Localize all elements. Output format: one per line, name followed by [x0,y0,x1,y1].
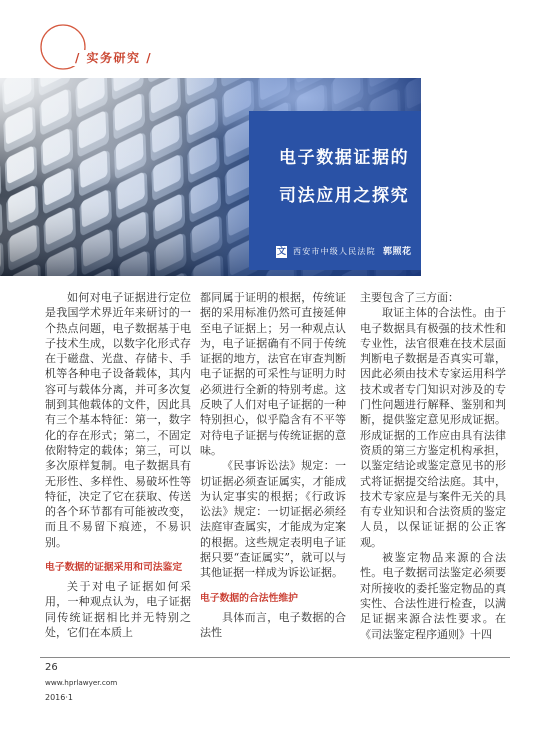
body-paragraph: 主要包含了三方面： [360,291,459,304]
body-paragraph: 具体而言，电子数据的合法性 [200,610,346,639]
article-title-line-1: 电子数据证据的 [279,148,410,168]
section-heading: 电子数据的合法性维护 [200,592,298,604]
page-number: 26 [45,662,58,673]
article-title-line-2: 司法应用之探究 [279,186,410,206]
body-paragraph: 《民事诉讼法》规定：一切证据必须查证属实，才能成为认定事实的根据；《行政诉讼法》规定：一切证据必须经法庭审查属实，才能成为定案的根据。这些规定表明电子证据只要“查证属实”，就可以与其他证据一样成为诉讼证据。 [200,459,346,580]
body-paragraph: 如何对电子证据进行定位是我国学术界近年来研讨的一个热点问题，电子数据基于电子技术生成，以数字化形式存在于磁盘、光盘、存储卡、手机等各种电子设备载体，其内容可与载体分离，并可多次复制到其他载体的文件，因此具有三个基本特征：第一，数字化的存在形式；第二，不固定依附特定的载体；第三，可以多次原样复制。电子数据具有无形性、多样性、易破坏性等特征，决定了它在获取、传送的各个环节都有可能被改变，而且不易留下痕迹，不易识别。 [45,291,191,549]
byline-author: 郭照花 [383,247,412,257]
body-paragraph: 被鉴定物品来源的合法性。电子数据司法鉴定必须要对所接收的委托鉴定物品的真实性、合法性进行检查，以满足证据来源合法性要求。在《司法鉴定程序通则》十四 [360,551,506,641]
footer-rule [40,657,510,658]
title-panel [249,111,421,270]
article-column-3 [360,290,506,642]
section-heading: 电子数据的证据采用和司法鉴定 [45,562,183,574]
body-paragraph: 取证主体的合法性。由于电子数据具有极强的技术性和专业性，法官很难在技术层面判断电子数据是否真实可靠，因此必须由技术专家运用科学技术或者专门知识对涉及的专门性问题进行解释、鉴别和判断，提供鉴定意见形成证据。形成证据的工作应由具有法律资质的第三方鉴定机构承担，以鉴定结论或鉴定意见书的形式将证据提交给法庭。其中，技术专家应是与案件无关的具有专业知识和合法资质的鉴定人员，以保证证据的公正客观。 [360,306,506,549]
byline-prefix: 文 [276,247,286,257]
article-column-1 [45,290,191,640]
body-paragraph: 都同属于证明的根据，传统证据的采用标准仍然可直接延伸至电子证据上；另一种观点认为，电子证据确有不同于传统证据的地方，法官在审查判断电子证据的可采性与证明力时必须进行全新的特别考虑。这反映了人们对电子证据的一种特别担心，似乎隐含有不平等对待电子证据与传统证据的意味。 [200,291,346,457]
body-paragraph: 关于对电子证据如何采用，一种观点认为，电子证据同传统证据相比并无特别之处，它们在本质上 [45,580,191,639]
section-label: / 实务研究 / [72,50,155,66]
article-column-2 [200,290,346,640]
footer-website: www.hprlawyer.com [45,678,118,687]
footer-issue: 2016·1 [45,693,73,702]
byline-affiliation: 西安市中级人民法院 [293,247,376,256]
